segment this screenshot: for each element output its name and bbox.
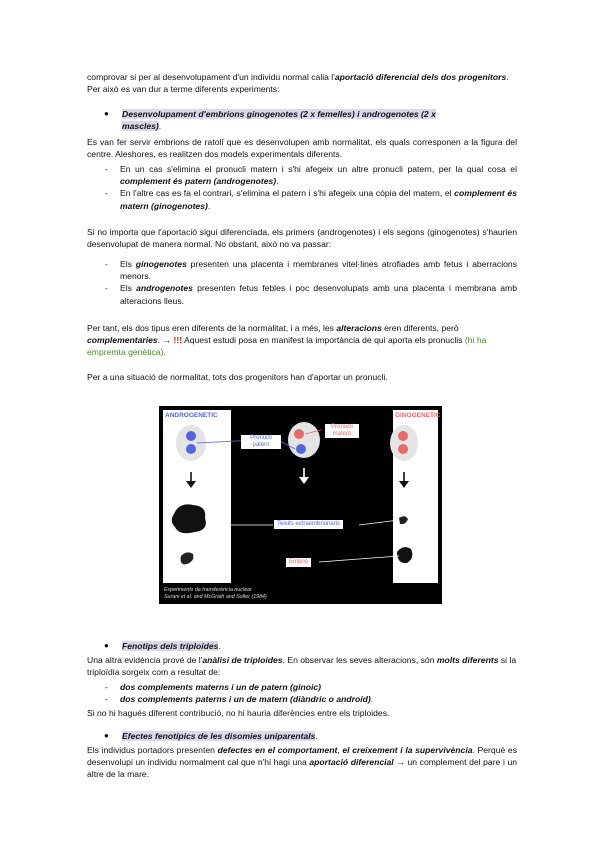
pointer-line: [359, 520, 399, 525]
list-item: - Els ginogenotes presenten una placenta i membranes vitel·lines atrofiades amb fetus i aberracions menors.: [87, 258, 517, 282]
nuclear-transfer-figure: [159, 406, 442, 604]
section3-paragraph: Els individus portadors presenten defectes en el comportament, el creixement i la supervivència. Perquè es desenvolupi un individu normalment cal que n'hi hagi una aportació diferencial → un complement del pare i un altre de la mare.: [87, 745, 518, 780]
list-item: - En un cas s'elimina el pronucli matern i s'hi afegeix un altre pronucli patern, per la qual cosa el complement és patern (androgenotes).: [87, 163, 517, 187]
paternal-pronucleus: [186, 444, 196, 454]
section2-paragraph-1: Una altra evidència prové de l'anàlisi de triploides. En observar les seves alteracions, són molts diferents si la triploïdia sorgeix com a resultat de:: [87, 655, 517, 678]
section1-paragraph-3: Per tant, els dos tipus eren diferents de la normalitat, i a més, les alteracions eren diferents, però complementaries. → !!! Aquest estudi posa en manifest la importància de qui aporta els pronuclis (hi ha empremta genètica).: [87, 323, 487, 358]
section2-paragraph-2: Si no hi hagués diferent contribució, no hi hauria diferències entre els triploides.: [87, 708, 390, 718]
figure-graphics: [159, 406, 442, 604]
pronucli-patern-label: Pronucli patern: [241, 435, 281, 449]
pronucli-matern-label: Pronucli matern: [325, 424, 359, 438]
section1-heading: ● Desenvolupament d'embrions ginogenotes (2 x femelles) i androgenotes (2 x mascles).: [87, 108, 517, 132]
figure-caption-2: Surani et al. and McGrath and Solter (1984): [164, 594, 267, 600]
section1-list-1: [87, 163, 517, 212]
section1-paragraph-4: Per a una situació de normalitat, tots dos progenitors han d'aportar un pronucli.: [87, 372, 388, 382]
embryo-blob: [181, 552, 194, 564]
embryo-blob: [397, 547, 412, 563]
section1-paragraph-2: Si no importa que l'aportació sigui diferenciada, els primers (androgenotes) i els segons (ginogenotes) s'haurien desenvolupat de manera normal. No obstant, això no va passar:: [87, 227, 517, 250]
maternal-pronucleus: [398, 431, 408, 441]
arrow-down-icon: [186, 481, 196, 488]
section1-paragraph-1: Es van fer servir embrions de ratolí que es desenvolupen amb normalitat, els quals corresponen a la figura del centre. Aleshores, es realitzen dos models experimentals diferents.: [87, 137, 517, 160]
paternal-pronucleus: [186, 431, 196, 441]
list-item: - dos complements materns i un de patern (ginoic): [87, 681, 517, 693]
maternal-pronucleus: [398, 444, 408, 454]
maternal-pronucleus: [294, 429, 304, 439]
intro-paragraph: comprovar si per al desenvolupament d'un individu normal calia l'aportació diferencial dels dos progenitors. Per això es van dur a terme diferents experiments:: [87, 72, 509, 95]
section3-heading: ● Efectes fenotípics de les disomies uniparentals.: [87, 730, 517, 742]
androgenetic-label: ANDROGENETIC: [165, 412, 218, 419]
section2-heading: ● Fenotips dels triploides.: [87, 640, 517, 652]
ginogenetic-egg: [390, 425, 418, 461]
embrio-label: Embrió: [286, 558, 311, 567]
list-item: - Els androgenotes presenten fetus febles i poc desenvolupats amb una placenta i membrana amb alteracions lleus.: [87, 282, 517, 306]
extraembryonic-tissue-blob: [399, 516, 408, 524]
figure-caption-1: Experiments de transferència nuclear: [164, 587, 252, 593]
paternal-pronucleus: [296, 444, 306, 454]
pointer-line: [319, 556, 399, 562]
list-item: - dos complements paterns i un de matern (diàndric o android).: [87, 693, 517, 705]
section1-list-2: [87, 258, 517, 307]
ginogenetic-label: GINOGENETIC: [395, 412, 441, 419]
list-item: - En l'altre cas es fa el contrari, s'elimina el patern i s'hi afegeix una còpia del matern, el complement és matern (ginogenotes).: [87, 187, 517, 211]
extraembryonic-tissue-blob: [172, 504, 206, 533]
teixits-label: Teixits extraembrionaris: [274, 520, 343, 529]
arrow-down-icon: [299, 477, 309, 484]
section2-list: [87, 681, 517, 705]
arrow-down-icon: [399, 481, 409, 488]
